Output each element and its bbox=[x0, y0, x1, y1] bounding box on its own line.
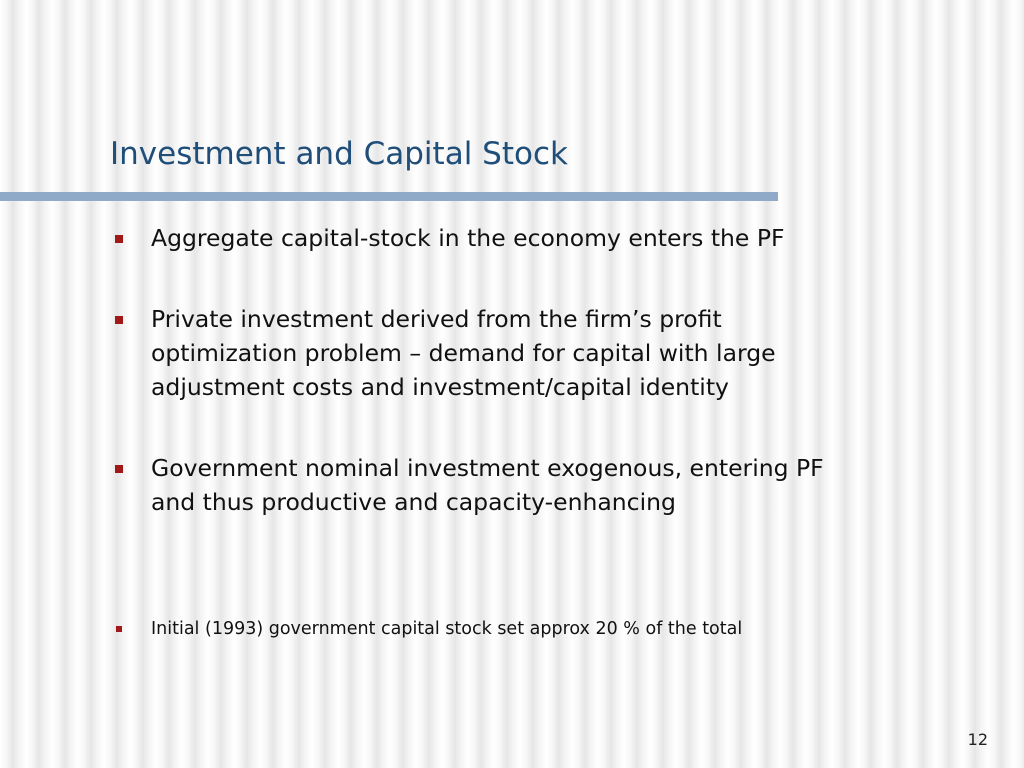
square-bullet-icon bbox=[116, 626, 122, 632]
slide-title: Investment and Capital Stock bbox=[110, 136, 568, 172]
bullet-line: Aggregate capital-stock in the economy enters the PF bbox=[151, 224, 785, 252]
bullet-line: and thus productive and capacity-enhancing bbox=[151, 488, 676, 516]
square-bullet-icon bbox=[115, 316, 123, 324]
bullet-line: Initial (1993) government capital stock set approx 20 % of the total bbox=[151, 619, 743, 639]
page-number: 12 bbox=[967, 730, 988, 749]
bullet-text bbox=[151, 617, 742, 641]
bullet-text bbox=[151, 302, 776, 404]
bullet-text bbox=[151, 221, 785, 255]
square-bullet-icon bbox=[115, 465, 123, 473]
bullet-text bbox=[151, 451, 824, 519]
bullet-line: Private investment derived from the firm’s profit bbox=[151, 305, 722, 333]
bullet-line: adjustment costs and investment/capital identity bbox=[151, 373, 729, 401]
bullet-line: Government nominal investment exogenous, entering PF bbox=[151, 454, 824, 482]
bullet-line: optimization problem – demand for capital with large bbox=[151, 339, 776, 367]
title-underline bbox=[0, 192, 778, 201]
square-bullet-icon bbox=[115, 235, 123, 243]
